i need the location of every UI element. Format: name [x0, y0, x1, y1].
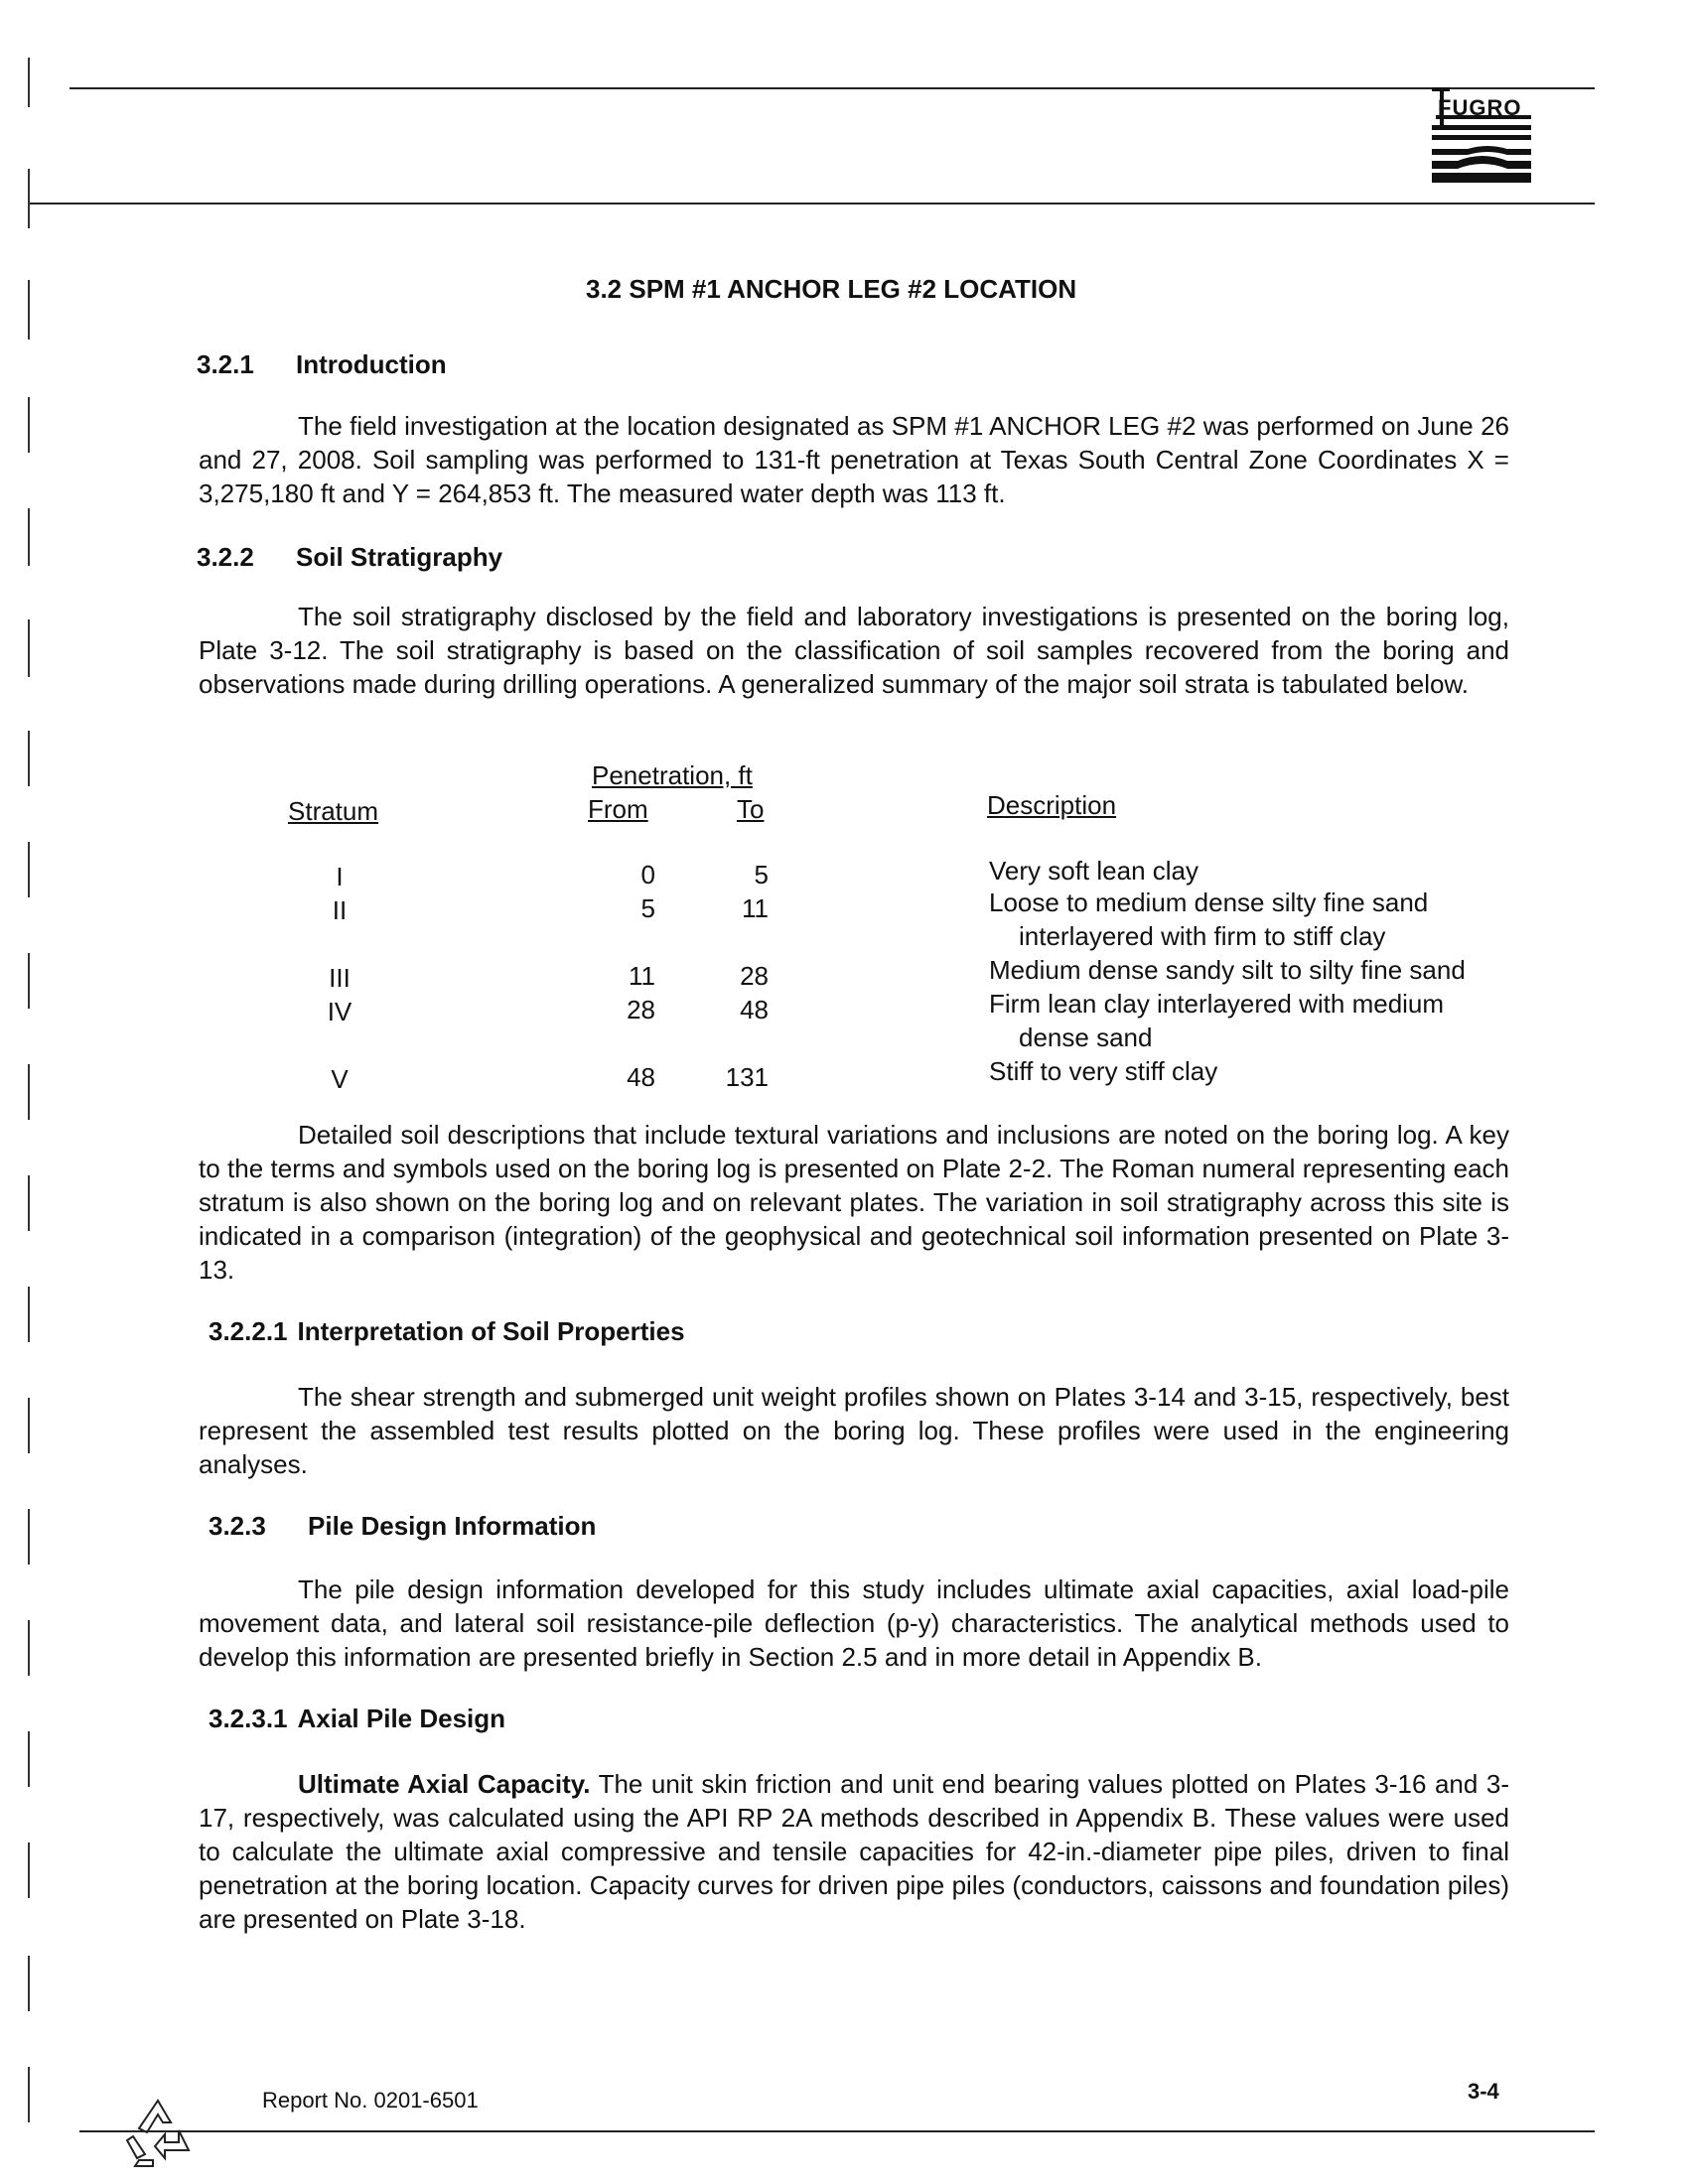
pile-heading-number: 3.2.3 — [209, 1511, 266, 1541]
header-bottom-rule — [30, 203, 1595, 205]
table-row-from: 11 — [629, 961, 655, 991]
table-row-to: 5 — [754, 860, 769, 889]
intro-heading — [197, 349, 447, 380]
axial-paragraph: Ultimate Axial Capacity. The unit skin friction and unit end bearing values plotted on Plates 3-16 and 3-17, respectively, was calculated using the API RP 2A methods described in Appendix B. These values were used to calculate the ultimate axial compressive and tensile capacities for 42-in.-diameter pipe piles, driven to final penetration at the boring location. Capacity curves for driven pipe piles (conductors, caissons and foundation piles) are presented on Plate 3-18. — [199, 1769, 1509, 1934]
intro-heading-text: Introduction — [296, 349, 447, 379]
table-row-to: 48 — [740, 995, 769, 1024]
table-col-to: To — [737, 794, 765, 824]
table-row-to: 28 — [740, 961, 769, 991]
table-row-from: 28 — [627, 995, 655, 1024]
recycle-icon — [119, 2093, 197, 2172]
table-row-from: 0 — [640, 860, 655, 889]
table-col-from: From — [588, 794, 648, 824]
table-col-stratum: Stratum — [288, 796, 379, 826]
footer-rule — [79, 2130, 1595, 2132]
intro-paragraph: The field investigation at the location designated as SPM #1 ANCHOR LEG #2 was performed on June 26 and 27, 2008. Soil sampling was performed to 131-ft penetration at Texas South Central Zone Coordinates X = 3,275,180 ft and Y = 264,853 ft. The measured water depth was 113 ft. — [199, 411, 1509, 508]
strat-heading — [197, 542, 502, 573]
intro-heading-number: 3.2.1 — [197, 349, 254, 379]
strat-heading-text: Soil Stratigraphy — [296, 542, 503, 572]
table-row-stratum: I — [336, 862, 344, 891]
table-row-desc: Firm lean clay interlayered with medium dense sand — [989, 989, 1445, 1052]
axial-heading — [209, 1704, 505, 1734]
table-row-from: 5 — [640, 893, 655, 923]
header-top-rule — [70, 87, 1595, 89]
table-row-stratum: III — [329, 963, 351, 993]
strat-heading-number: 3.2.2 — [197, 542, 254, 572]
axial-heading-number: 3.2.3.1 — [209, 1704, 288, 1733]
table-col-desc: Description — [987, 790, 1117, 820]
table-row-desc: Stiff to very stiff clay — [989, 1056, 1218, 1086]
axial-lead: Ultimate Axial Capacity. — [298, 1769, 591, 1799]
table-row-desc: Loose to medium dense silty fine sand interlayered with firm to stiff clay — [989, 887, 1429, 951]
table-row-desc: Medium dense sandy silt to silty fine sand — [989, 955, 1466, 985]
interp-heading-text: Interpretation of Soil Properties — [297, 1316, 685, 1346]
table-row-from: 48 — [627, 1062, 655, 1092]
table-row-to: 11 — [742, 893, 769, 923]
strat-paragraph-2: Detailed soil descriptions that include textural variations and inclusions are noted on the boring log. A key to the terms and symbols used on the boring log is presented on Plate 2-2. The Roman numeral representing each stratum is also shown on the boring log and on relevant plates. The variation in soil stratigraphy across this site is indicated in a comparison (integration) of the geophysical and geotechnical soil information presented on Plate 3-13. — [199, 1120, 1509, 1285]
table-row-desc: Very soft lean clay — [989, 856, 1198, 886]
logo-text: FUGRO — [1438, 95, 1522, 120]
table-row-stratum: V — [331, 1064, 349, 1094]
pile-paragraph: The pile design information developed for this study includes ultimate axial capacities, axial load-pile movement data, and lateral soil resistance-pile deflection (p-y) characteristics. The analytical methods used to develop this information are presented briefly in Section 2.5 and in more detail in Appendix B. — [199, 1574, 1509, 1672]
axial-heading-text: Axial Pile Design — [297, 1704, 506, 1733]
pile-heading — [209, 1511, 596, 1542]
section-title: 3.2 SPM #1 ANCHOR LEG #2 LOCATION — [586, 274, 1077, 304]
table-group-header: Penetration, ft — [592, 760, 753, 790]
table-row-stratum: IV — [327, 997, 352, 1026]
strat-paragraph: The soil stratigraphy disclosed by the field and laboratory investigations is presented on the boring log, Plate 3-12. The soil stratigraphy is based on the classification of soil samples recovered from the boring and observations made during drilling operations. A generalized summary of the major soil strata is tabulated below. — [199, 602, 1509, 699]
footer-page-number: 3-4 — [1468, 2079, 1499, 2104]
table-row-stratum: II — [332, 895, 348, 925]
pile-heading-text: Pile Design Information — [308, 1511, 597, 1541]
interp-heading — [209, 1316, 685, 1347]
table-row-to: 131 — [725, 1062, 769, 1092]
interp-paragraph: The shear strength and submerged unit weight profiles shown on Plates 3-14 and 3-15, respectively, best represent the assembled test results plotted on the boring log. These profiles were used in the engineering analyses. — [199, 1382, 1509, 1479]
footer-report-number: Report No. 0201-6501 — [262, 2088, 479, 2113]
interp-heading-number: 3.2.2.1 — [209, 1316, 288, 1346]
